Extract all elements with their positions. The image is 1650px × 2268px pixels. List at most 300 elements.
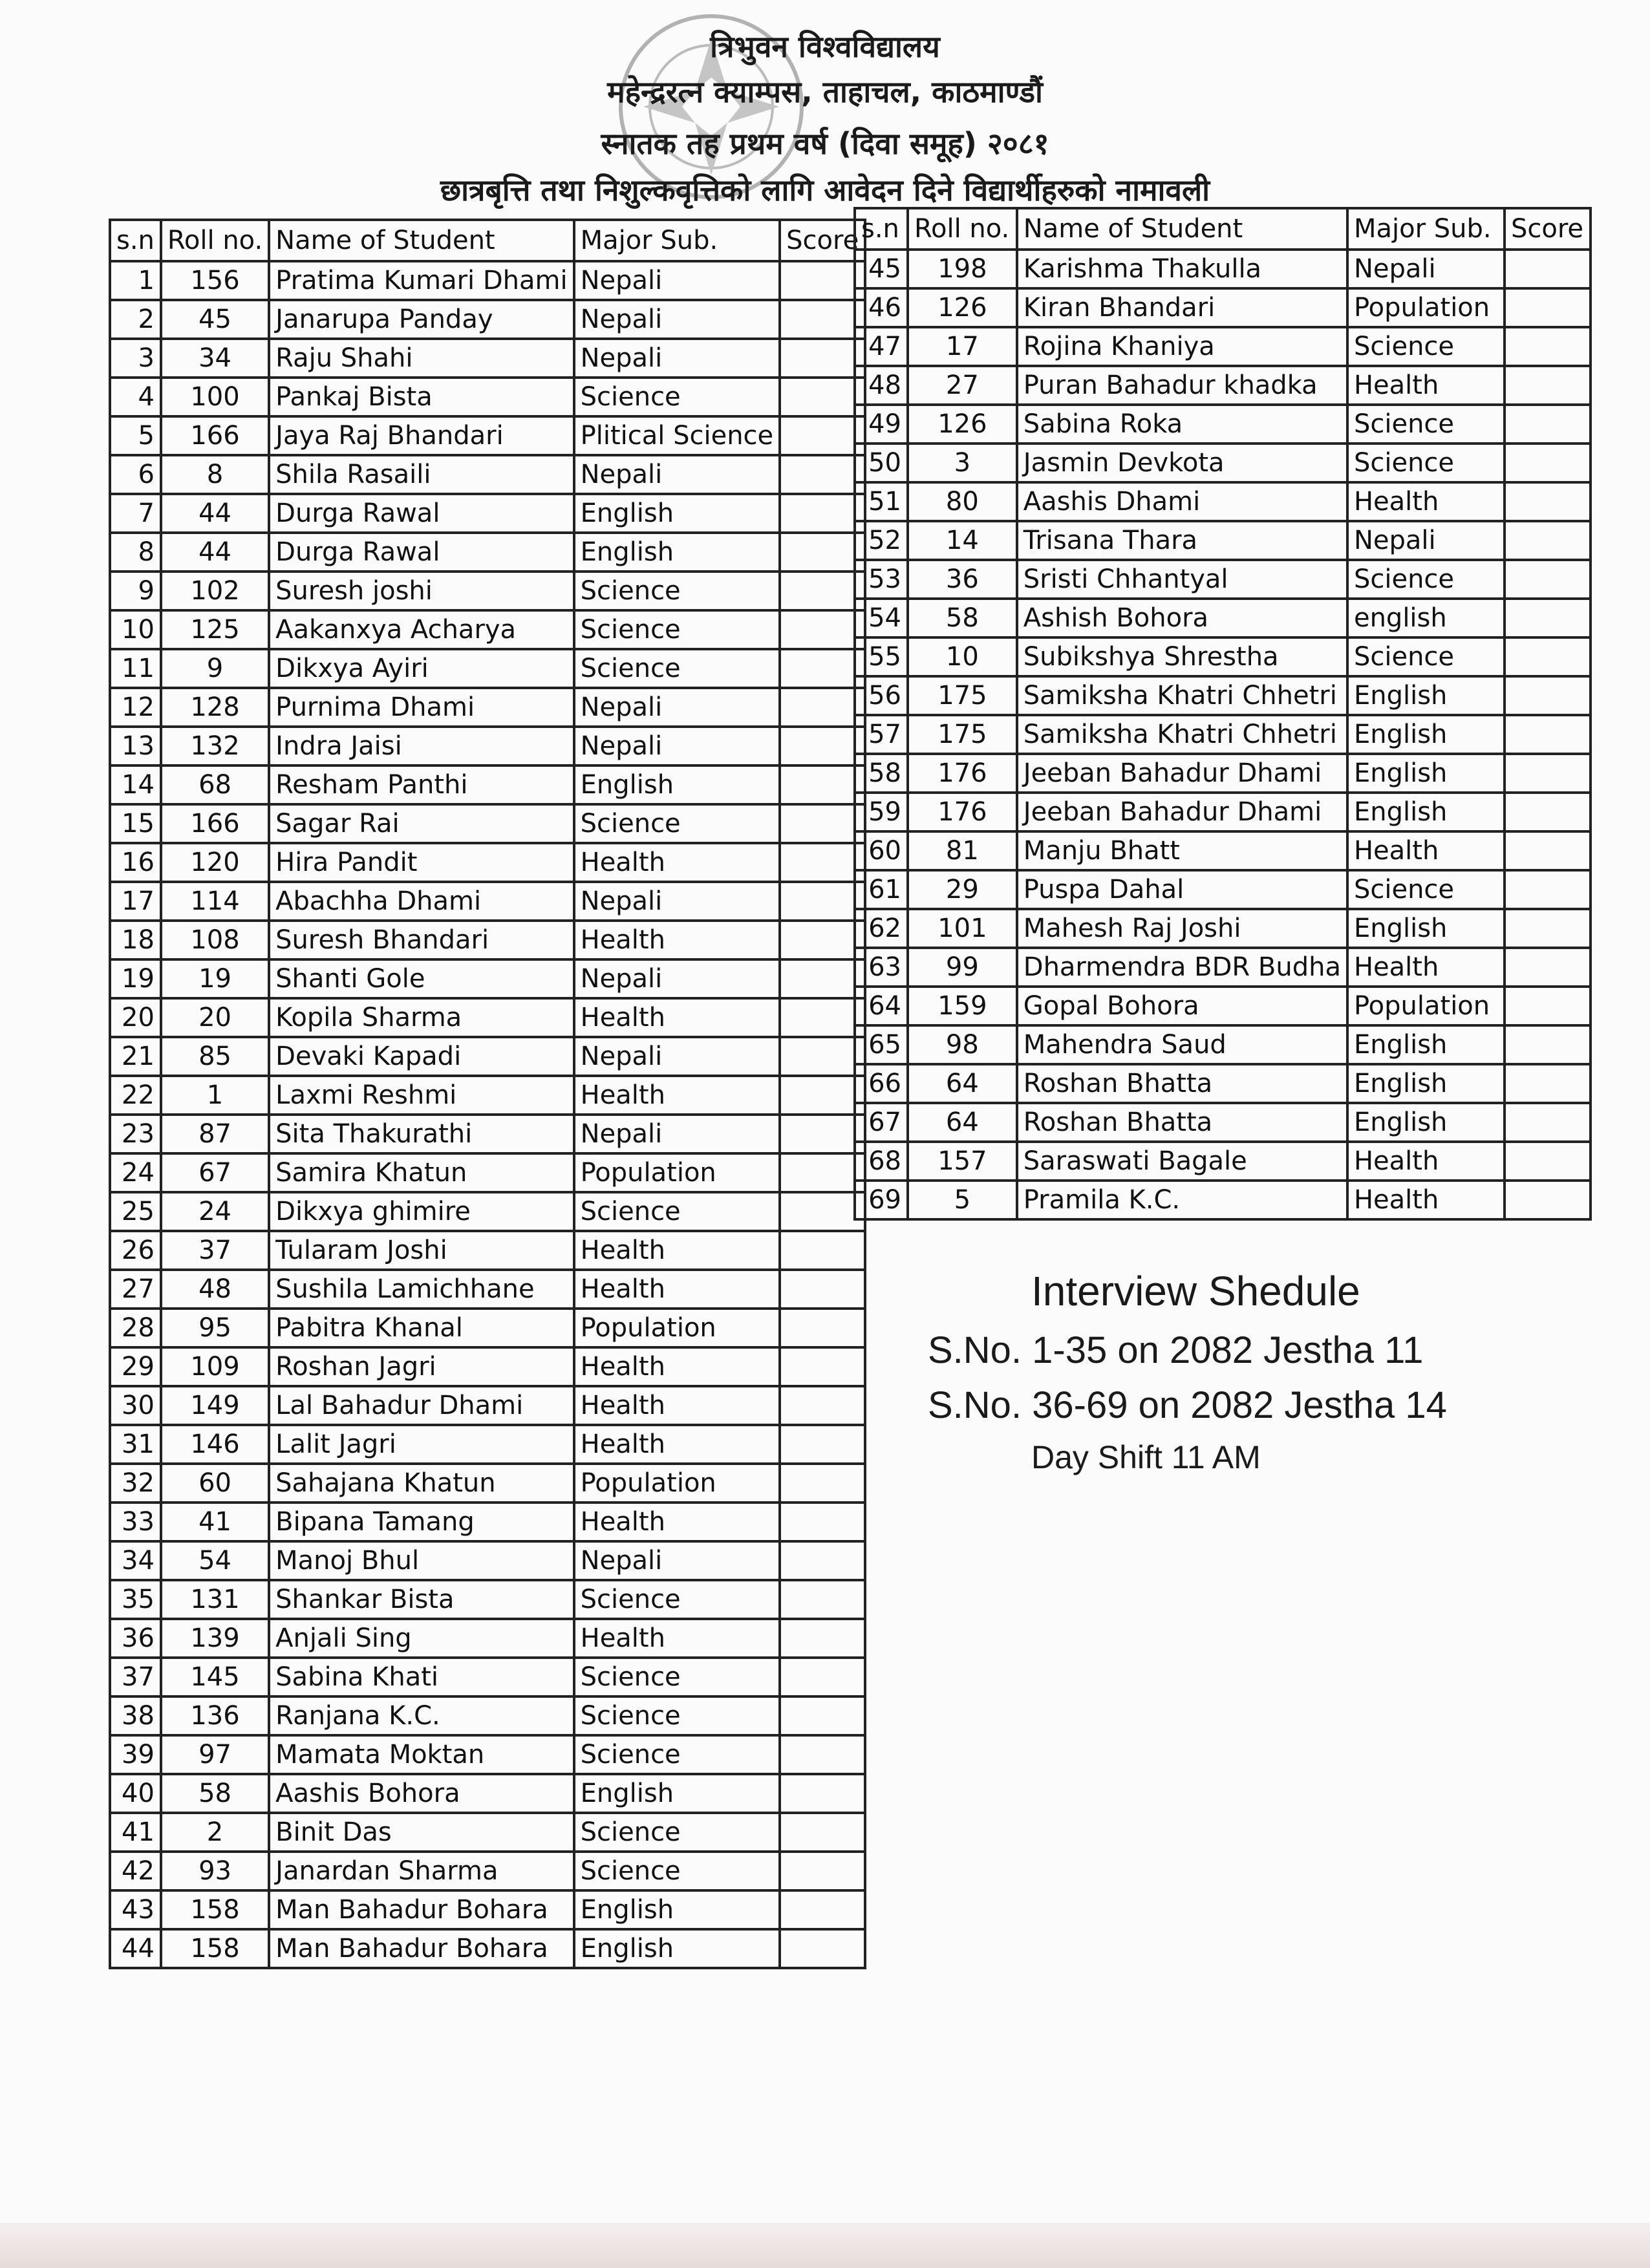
cell-major: Population <box>574 1309 780 1347</box>
cell-score <box>780 1503 865 1541</box>
cell-sn: 68 <box>855 1142 908 1181</box>
table-row <box>110 1580 865 1619</box>
header-name: Name of Student <box>269 220 573 261</box>
table-row <box>110 455 865 494</box>
table-row <box>855 366 1591 405</box>
cell-sn: 27 <box>110 1270 161 1309</box>
cell-roll: 9 <box>161 649 269 688</box>
cell-major: Nepali <box>574 882 780 921</box>
cell-major: Science <box>574 572 780 610</box>
cell-sn: 43 <box>110 1890 161 1929</box>
cell-roll: 125 <box>161 610 269 649</box>
cell-major: Health <box>574 1386 780 1425</box>
cell-sn: 15 <box>110 804 161 843</box>
header-major: Major Sub. <box>574 220 780 261</box>
cell-name: Shankar Bista <box>269 1580 573 1619</box>
cell-major: Science <box>574 649 780 688</box>
cell-roll: 5 <box>908 1181 1017 1219</box>
cell-score <box>780 1115 865 1153</box>
cell-name: Kopila Sharma <box>269 998 573 1037</box>
cell-roll: 97 <box>161 1735 269 1774</box>
cell-score <box>1505 599 1591 637</box>
cell-name: Ranjana K.C. <box>269 1696 573 1735</box>
cell-roll: 54 <box>161 1541 269 1580</box>
cell-roll: 41 <box>161 1503 269 1541</box>
cell-name: Durga Rawal <box>269 533 573 572</box>
cell-sn: 50 <box>855 444 908 482</box>
cell-sn: 11 <box>110 649 161 688</box>
cell-name: Shila Rasaili <box>269 455 573 494</box>
table-row <box>110 765 865 804</box>
cell-sn: 54 <box>855 599 908 637</box>
cell-score <box>780 1153 865 1192</box>
cell-score <box>1505 366 1591 405</box>
cell-major: Health <box>1347 831 1505 870</box>
cell-sn: 14 <box>110 765 161 804</box>
cell-score <box>780 300 865 339</box>
cell-name: Mamata Moktan <box>269 1735 573 1774</box>
cell-score <box>780 378 865 416</box>
cell-score <box>780 882 865 921</box>
cell-name: Dharmendra BDR Budha <box>1017 948 1347 987</box>
cell-name: Jeeban Bahadur Dhami <box>1017 754 1347 793</box>
cell-sn: 18 <box>110 921 161 959</box>
cell-sn: 65 <box>855 1025 908 1064</box>
cell-major: Science <box>574 1658 780 1696</box>
cell-name: Ashish Bohora <box>1017 599 1347 637</box>
cell-roll: 120 <box>161 843 269 882</box>
cell-major: English <box>1347 1025 1505 1064</box>
table-row <box>855 1025 1591 1064</box>
cell-score <box>1505 444 1591 482</box>
cell-name: Jaya Raj Bhandari <box>269 416 573 455</box>
table-row <box>110 1696 865 1735</box>
table-row <box>855 1103 1591 1142</box>
cell-name: Subikshya Shrestha <box>1017 637 1347 676</box>
table-row <box>110 1619 865 1658</box>
cell-major: English <box>574 533 780 572</box>
cell-score <box>1505 560 1591 599</box>
cell-sn: 45 <box>855 250 908 288</box>
cell-score <box>1505 870 1591 909</box>
cell-roll: 176 <box>908 793 1017 831</box>
cell-name: Roshan Bhatta <box>1017 1064 1347 1103</box>
cell-sn: 23 <box>110 1115 161 1153</box>
cell-name: Kiran Bhandari <box>1017 288 1347 327</box>
cell-name: Karishma Thakulla <box>1017 250 1347 288</box>
table-row <box>855 948 1591 987</box>
cell-score <box>780 804 865 843</box>
cell-name: Aakanxya Acharya <box>269 610 573 649</box>
cell-score <box>780 1076 865 1115</box>
cell-sn: 20 <box>110 998 161 1037</box>
table-row <box>110 1813 865 1852</box>
cell-score <box>780 1774 865 1813</box>
cell-major: Science <box>1347 405 1505 444</box>
cell-roll: 131 <box>161 1580 269 1619</box>
cell-sn: 3 <box>110 339 161 378</box>
cell-score <box>1505 1142 1591 1181</box>
cell-score <box>780 1347 865 1386</box>
cell-roll: 128 <box>161 688 269 727</box>
cell-major: Plitical Science <box>574 416 780 455</box>
table-row <box>110 572 865 610</box>
cell-sn: 57 <box>855 715 908 754</box>
cell-score <box>780 533 865 572</box>
cell-name: Rojina Khaniya <box>1017 327 1347 366</box>
cell-name: Dikxya ghimire <box>269 1192 573 1231</box>
table-header-row <box>110 220 865 261</box>
table-row <box>110 1890 865 1929</box>
cell-major: Science <box>1347 444 1505 482</box>
cell-sn: 63 <box>855 948 908 987</box>
cell-roll: 126 <box>908 288 1017 327</box>
cell-name: Sahajana Khatun <box>269 1464 573 1503</box>
cell-sn: 1 <box>110 261 161 300</box>
cell-major: Population <box>574 1464 780 1503</box>
cell-roll: 29 <box>908 870 1017 909</box>
interview-schedule-title: Interview Shedule <box>1031 1268 1360 1314</box>
cell-score <box>780 1037 865 1076</box>
cell-roll: 37 <box>161 1231 269 1270</box>
cell-roll: 44 <box>161 494 269 533</box>
cell-score <box>780 843 865 882</box>
cell-score <box>780 998 865 1037</box>
cell-name: Sristi Chhantyal <box>1017 560 1347 599</box>
cell-score <box>780 1270 865 1309</box>
cell-major: Health <box>1347 948 1505 987</box>
cell-sn: 9 <box>110 572 161 610</box>
cell-roll: 95 <box>161 1309 269 1347</box>
table-row <box>855 676 1591 715</box>
cell-sn: 64 <box>855 987 908 1025</box>
table-row <box>110 1503 865 1541</box>
cell-roll: 24 <box>161 1192 269 1231</box>
cell-score <box>1505 327 1591 366</box>
student-table-right <box>853 207 1592 1221</box>
cell-sn: 8 <box>110 533 161 572</box>
cell-score <box>1505 676 1591 715</box>
table-row <box>855 831 1591 870</box>
cell-sn: 61 <box>855 870 908 909</box>
cell-roll: 45 <box>161 300 269 339</box>
table-row <box>110 998 865 1037</box>
cell-sn: 60 <box>855 831 908 870</box>
cell-name: Pabitra Khanal <box>269 1309 573 1347</box>
cell-roll: 136 <box>161 1696 269 1735</box>
cell-major: English <box>574 494 780 533</box>
cell-score <box>780 1309 865 1347</box>
cell-roll: 158 <box>161 1929 269 1968</box>
cell-name: Binit Das <box>269 1813 573 1852</box>
table-row <box>110 1658 865 1696</box>
cell-sn: 30 <box>110 1386 161 1425</box>
cell-name: Samiksha Khatri Chhetri <box>1017 676 1347 715</box>
cell-sn: 46 <box>855 288 908 327</box>
cell-sn: 66 <box>855 1064 908 1103</box>
cell-score <box>1505 288 1591 327</box>
cell-sn: 40 <box>110 1774 161 1813</box>
cell-roll: 68 <box>161 765 269 804</box>
cell-roll: 10 <box>908 637 1017 676</box>
cell-name: Aashis Dhami <box>1017 482 1347 521</box>
cell-roll: 108 <box>161 921 269 959</box>
cell-roll: 156 <box>161 261 269 300</box>
table-row <box>110 649 865 688</box>
cell-sn: 33 <box>110 1503 161 1541</box>
cell-major: Nepali <box>574 1541 780 1580</box>
header-sn: s.n <box>110 220 161 261</box>
cell-score <box>1505 715 1591 754</box>
header-name: Name of Student <box>1017 208 1347 250</box>
cell-major: Health <box>574 1270 780 1309</box>
table-row <box>110 1037 865 1076</box>
cell-roll: 58 <box>908 599 1017 637</box>
schedule-time: Day Shift 11 AM <box>1031 1439 1261 1475</box>
cell-roll: 48 <box>161 1270 269 1309</box>
cell-major: English <box>1347 909 1505 948</box>
cell-sn: 35 <box>110 1580 161 1619</box>
cell-score <box>780 261 865 300</box>
cell-major: English <box>574 1774 780 1813</box>
cell-roll: 34 <box>161 339 269 378</box>
cell-score <box>780 1929 865 1968</box>
table-row <box>855 870 1591 909</box>
cell-name: Sabina Roka <box>1017 405 1347 444</box>
cell-name: Durga Rawal <box>269 494 573 533</box>
cell-score <box>1505 1181 1591 1219</box>
cell-roll: 44 <box>161 533 269 572</box>
cell-score <box>1505 909 1591 948</box>
cell-score <box>1505 250 1591 288</box>
cell-sn: 10 <box>110 610 161 649</box>
cell-sn: 37 <box>110 1658 161 1696</box>
cell-name: Raju Shahi <box>269 339 573 378</box>
table-row <box>110 1115 865 1153</box>
cell-major: English <box>574 765 780 804</box>
cell-roll: 17 <box>908 327 1017 366</box>
cell-roll: 87 <box>161 1115 269 1153</box>
cell-sn: 55 <box>855 637 908 676</box>
table-row <box>110 378 865 416</box>
table-header-row <box>855 208 1591 250</box>
cell-score <box>780 1464 865 1503</box>
cell-sn: 24 <box>110 1153 161 1192</box>
table-row <box>855 715 1591 754</box>
cell-roll: 36 <box>908 560 1017 599</box>
cell-major: Science <box>574 1696 780 1735</box>
header-major: Major Sub. <box>1347 208 1505 250</box>
cell-sn: 22 <box>110 1076 161 1115</box>
table-row <box>110 688 865 727</box>
cell-major: Nepali <box>574 688 780 727</box>
cell-major: Nepali <box>574 1037 780 1076</box>
table-row <box>110 261 865 300</box>
cell-name: Gopal Bohora <box>1017 987 1347 1025</box>
cell-name: Puspa Dahal <box>1017 870 1347 909</box>
cell-name: Suresh Bhandari <box>269 921 573 959</box>
cell-score <box>780 727 865 765</box>
cell-major: Health <box>574 1347 780 1386</box>
cell-roll: 158 <box>161 1890 269 1929</box>
cell-major: Nepali <box>574 959 780 998</box>
cell-major: English <box>1347 754 1505 793</box>
table-row <box>110 1347 865 1386</box>
cell-score <box>780 1696 865 1735</box>
table-row <box>110 1192 865 1231</box>
table-row <box>110 1309 865 1347</box>
cell-major: Science <box>1347 560 1505 599</box>
cell-score <box>1505 948 1591 987</box>
cell-roll: 98 <box>908 1025 1017 1064</box>
cell-sn: 31 <box>110 1425 161 1464</box>
table-row <box>855 1142 1591 1181</box>
cell-sn: 41 <box>110 1813 161 1852</box>
cell-major: Health <box>1347 1142 1505 1181</box>
cell-roll: 146 <box>161 1425 269 1464</box>
cell-score <box>1505 521 1591 560</box>
cell-roll: 80 <box>908 482 1017 521</box>
cell-score <box>780 1192 865 1231</box>
cell-major: Nepali <box>1347 250 1505 288</box>
cell-name: Pratima Kumari Dhami <box>269 261 573 300</box>
table-row <box>110 494 865 533</box>
cell-roll: 132 <box>161 727 269 765</box>
cell-name: Mahendra Saud <box>1017 1025 1347 1064</box>
table-row <box>110 1852 865 1890</box>
cell-major: Health <box>1347 1181 1505 1219</box>
cell-name: Janardan Sharma <box>269 1852 573 1890</box>
cell-score <box>780 649 865 688</box>
table-row <box>855 250 1591 288</box>
table-row <box>110 1774 865 1813</box>
cell-sn: 4 <box>110 378 161 416</box>
table-row <box>110 1541 865 1580</box>
cell-major: Health <box>574 1503 780 1541</box>
cell-sn: 2 <box>110 300 161 339</box>
cell-major: Science <box>574 804 780 843</box>
cell-sn: 47 <box>855 327 908 366</box>
cell-name: Lalit Jagri <box>269 1425 573 1464</box>
cell-major: Nepali <box>574 1115 780 1153</box>
campus-name: महेन्द्ररत्न क्याम्पस, ताहाचल, काठमाण्डौं <box>607 74 1043 109</box>
table-row <box>110 300 865 339</box>
cell-sn: 58 <box>855 754 908 793</box>
cell-sn: 48 <box>855 366 908 405</box>
table-row <box>110 959 865 998</box>
cell-major: English <box>1347 715 1505 754</box>
cell-name: Man Bahadur Bohara <box>269 1929 573 1968</box>
cell-roll: 19 <box>161 959 269 998</box>
cell-sn: 16 <box>110 843 161 882</box>
cell-roll: 175 <box>908 715 1017 754</box>
cell-major: Science <box>574 610 780 649</box>
cell-name: Hira Pandit <box>269 843 573 882</box>
cell-sn: 32 <box>110 1464 161 1503</box>
table-row <box>855 482 1591 521</box>
cell-roll: 27 <box>908 366 1017 405</box>
cell-score <box>780 1580 865 1619</box>
cell-name: Aashis Bohora <box>269 1774 573 1813</box>
cell-major: English <box>1347 676 1505 715</box>
cell-score <box>1505 405 1591 444</box>
cell-roll: 157 <box>908 1142 1017 1181</box>
cell-sn: 36 <box>110 1619 161 1658</box>
table-row <box>110 339 865 378</box>
cell-major: Science <box>1347 327 1505 366</box>
cell-score <box>1505 754 1591 793</box>
header-roll: Roll no. <box>161 220 269 261</box>
cell-roll: 58 <box>161 1774 269 1813</box>
table-row <box>110 1386 865 1425</box>
cell-sn: 6 <box>110 455 161 494</box>
header-roll: Roll no. <box>908 208 1017 250</box>
cell-roll: 114 <box>161 882 269 921</box>
cell-roll: 139 <box>161 1619 269 1658</box>
table-row <box>110 1231 865 1270</box>
cell-score <box>1505 637 1591 676</box>
cell-major: Population <box>1347 288 1505 327</box>
cell-roll: 145 <box>161 1658 269 1696</box>
cell-roll: 14 <box>908 521 1017 560</box>
cell-sn: 62 <box>855 909 908 948</box>
cell-roll: 109 <box>161 1347 269 1386</box>
cell-score <box>1505 987 1591 1025</box>
cell-roll: 149 <box>161 1386 269 1425</box>
cell-name: Janarupa Panday <box>269 300 573 339</box>
list-title: छात्रबृत्ति तथा निशुल्कवृत्तिको लागि आवेदन दिने विद्यार्थीहरुको नामावली <box>440 173 1210 208</box>
table-row <box>110 1929 865 1968</box>
cell-major: Health <box>1347 366 1505 405</box>
cell-name: Samiksha Khatri Chhetri <box>1017 715 1347 754</box>
cell-name: Samira Khatun <box>269 1153 573 1192</box>
cell-score <box>780 1658 865 1696</box>
table-row <box>855 1181 1591 1219</box>
cell-name: Resham Panthi <box>269 765 573 804</box>
cell-major: Health <box>574 998 780 1037</box>
cell-sn: 19 <box>110 959 161 998</box>
table-row <box>855 288 1591 327</box>
cell-score <box>1505 482 1591 521</box>
cell-score <box>1505 793 1591 831</box>
cell-name: Manju Bhatt <box>1017 831 1347 870</box>
cell-name: Purnima Dhami <box>269 688 573 727</box>
cell-major: Health <box>1347 482 1505 521</box>
cell-score <box>780 572 865 610</box>
cell-roll: 100 <box>161 378 269 416</box>
cell-score <box>1505 1103 1591 1142</box>
cell-sn: 34 <box>110 1541 161 1580</box>
cell-name: Puran Bahadur khadka <box>1017 366 1347 405</box>
cell-roll: 175 <box>908 676 1017 715</box>
cell-roll: 159 <box>908 987 1017 1025</box>
university-name: त्रिभुवन विश्वविद्यालय <box>710 29 940 64</box>
cell-name: Lal Bahadur Dhami <box>269 1386 573 1425</box>
cell-sn: 44 <box>110 1929 161 1968</box>
cell-major: Population <box>1347 987 1505 1025</box>
table-row <box>855 637 1591 676</box>
cell-score <box>780 1425 865 1464</box>
cell-roll: 20 <box>161 998 269 1037</box>
cell-major: English <box>574 1929 780 1968</box>
cell-major: Science <box>1347 870 1505 909</box>
table-row <box>110 882 865 921</box>
table-row <box>855 909 1591 948</box>
table-row <box>110 843 865 882</box>
cell-major: Health <box>574 1619 780 1658</box>
cell-sn: 52 <box>855 521 908 560</box>
cell-major: Nepali <box>574 300 780 339</box>
